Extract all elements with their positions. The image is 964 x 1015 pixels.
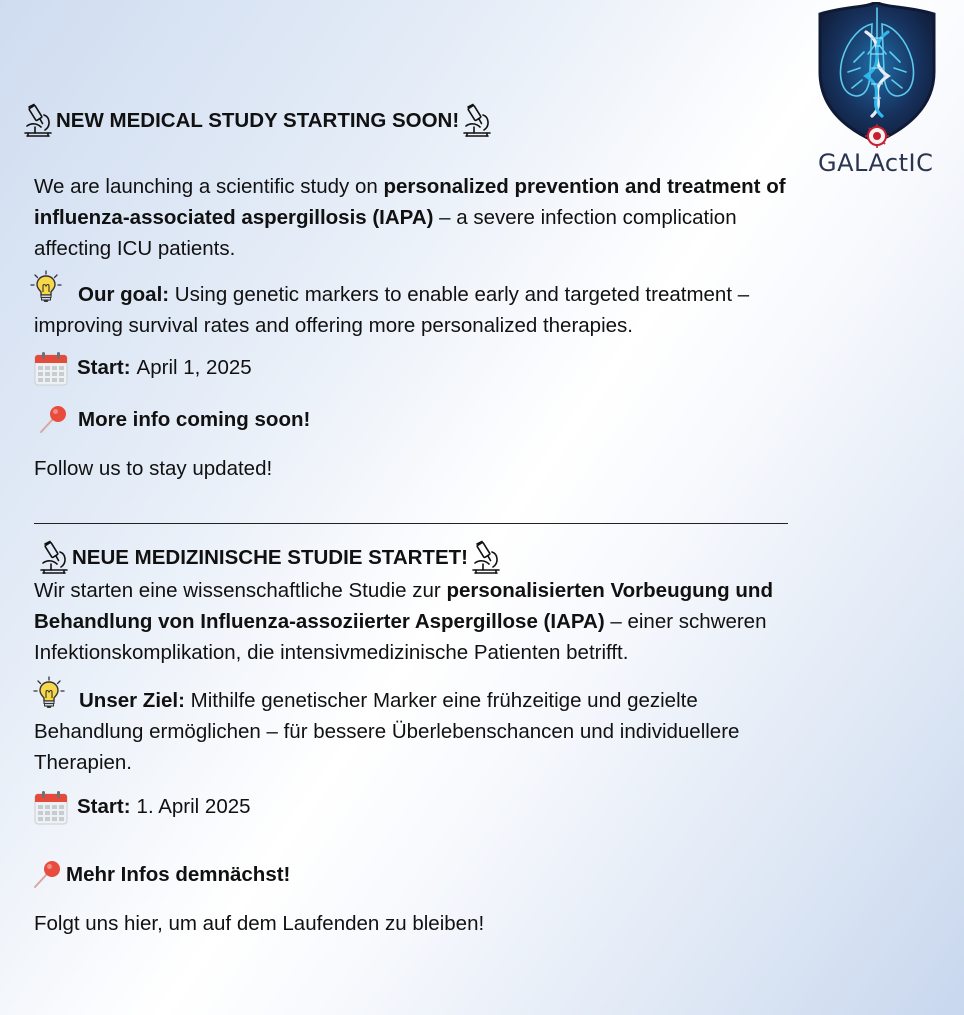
de-more-info [32, 859, 296, 891]
en-more-info [38, 404, 316, 436]
en-heading-text: NEW MEDICAL STUDY STARTING SOON! [56, 109, 460, 132]
galactic-logo [812, 2, 940, 180]
microscope-icon [461, 103, 493, 139]
calendar-icon [34, 790, 68, 825]
section-divider [34, 523, 788, 524]
en-goal-label: Our goal: [78, 283, 170, 306]
de-heading-text: NEUE MEDIZINISCHE STUDIE STARTET! [72, 546, 468, 569]
en-goal-text: Using genetic markers to enable early and targeted treatment – improving survival rates and offering more personalized therapies. [34, 283, 750, 337]
de-follow: Folgt uns hier, um auf dem Laufenden zu bleiben! [34, 912, 485, 935]
en-follow: Follow us to stay updated! [34, 457, 273, 480]
pushpin-icon [32, 860, 62, 890]
de-start [34, 789, 251, 825]
microscope-icon [470, 540, 502, 576]
de-intro-text: Wir starten eine wissenschaftliche Studie zur [34, 579, 447, 602]
lightbulb-icon [33, 676, 65, 710]
de-goal [34, 685, 804, 778]
en-intro-text: We are launching a scientific study on [34, 175, 384, 198]
calendar-icon [34, 351, 68, 386]
en-start-date: April 1, 2025 [136, 356, 252, 379]
microscope-icon [22, 103, 54, 139]
microscope-icon [38, 540, 70, 576]
en-start [34, 350, 252, 386]
de-start-label: Start: [77, 795, 131, 818]
en-intro [34, 171, 804, 264]
de-start-date: 1. April 2025 [136, 795, 251, 818]
de-goal-label: Unser Ziel: [79, 689, 185, 712]
de-heading [38, 539, 502, 577]
logo-wordmark: GALActIC [818, 149, 934, 177]
de-goal-text: Mithilfe genetischer Marker eine frühzeitige und gezielte Behandlung ermöglichen – für bessere Überlebenschancen und individuellere Therapien. [34, 689, 740, 774]
de-intro-tail: – einer schweren Infektionskomplikation, die intensivmedizinische Patienten betrifft. [34, 610, 767, 664]
logo-shield-icon [816, 2, 940, 152]
de-intro-bold: personalisierten Vorbeugung und Behandlung von Influenza-assoziierter Aspergillose (IAPA) [34, 579, 773, 633]
en-start-label: Start: [77, 356, 131, 379]
de-intro [34, 575, 804, 668]
en-goal [34, 279, 804, 341]
lightbulb-icon [30, 270, 62, 304]
de-more-info-text: Mehr Infos demnächst! [66, 863, 291, 886]
en-intro-tail: – a severe infection complication affecting ICU patients. [34, 206, 737, 260]
en-heading [22, 102, 493, 140]
en-intro-bold: personalized prevention and treatment of influenza-associated aspergillosis (IAPA) [34, 175, 786, 229]
en-more-info-text: More info coming soon! [78, 408, 311, 431]
pushpin-icon [38, 405, 68, 435]
